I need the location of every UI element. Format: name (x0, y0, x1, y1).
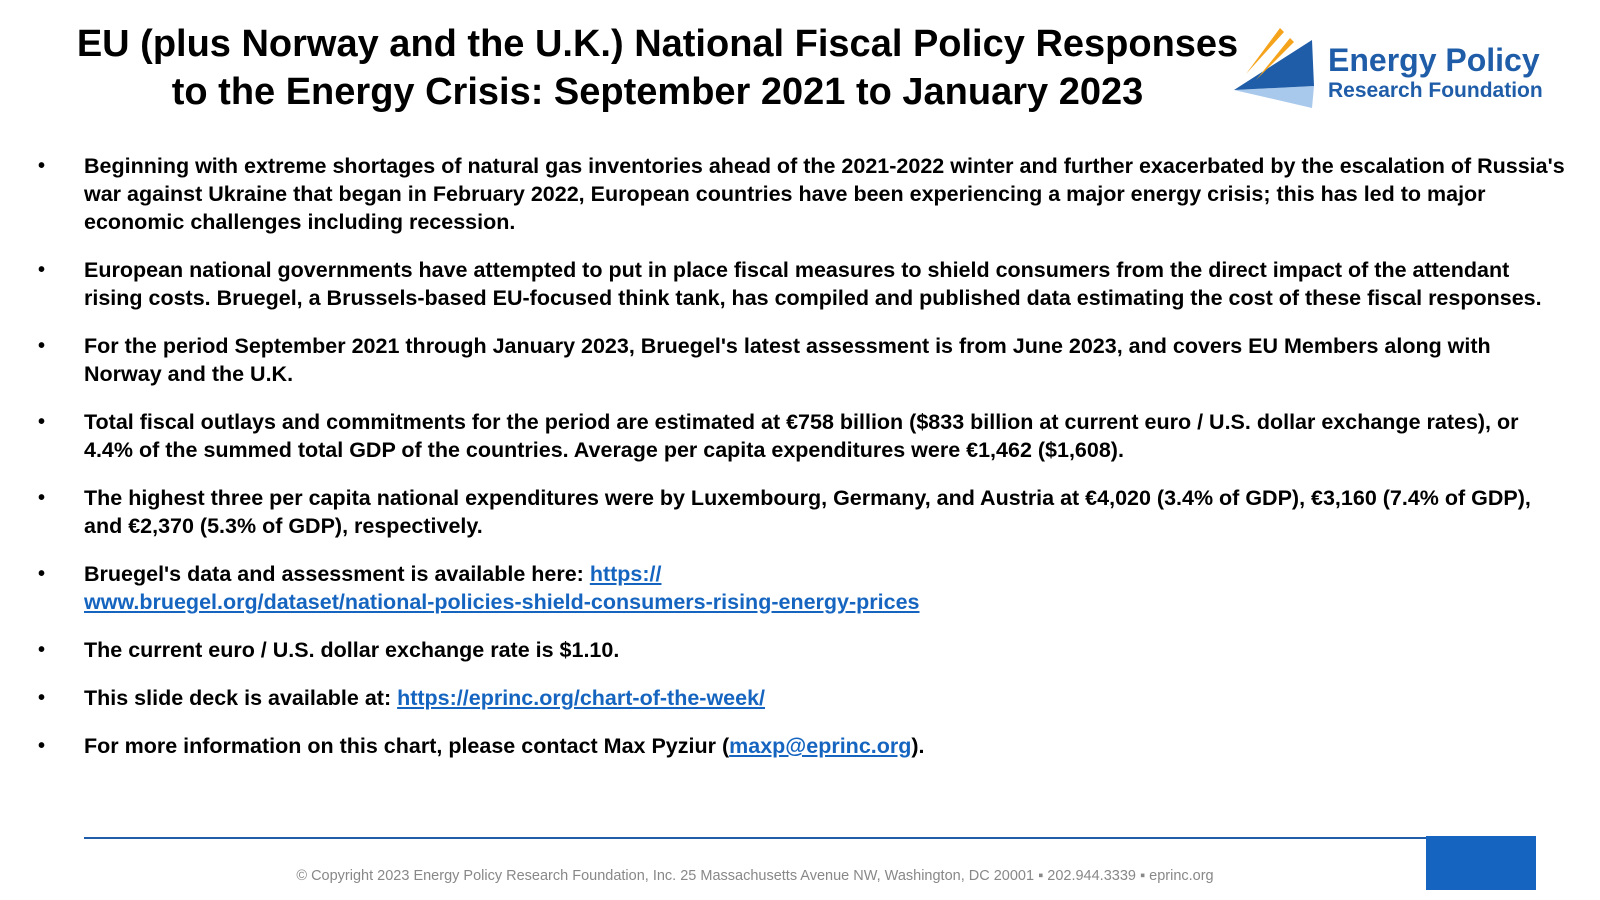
bullet-icon: • (38, 155, 46, 177)
footer-copyright: © Copyright 2023 Energy Policy Research Foundation, Inc. 25 Massachusetts Avenue NW, Washington, DC 20001 ▪ 202.944.3339 ▪ eprinc.org (296, 868, 1214, 884)
bullet-text: For more information on this chart, please contact Max Pyziur ( (84, 734, 730, 758)
bullet-text: The highest three per capita national expenditures were by Luxembourg, Germany, and Austria at €4,020 (3.4% of GDP), €3,160 (7.4% of GDP), and €2,370 (5.3% of GDP), respectively. (84, 486, 1531, 538)
bullet-item (38, 484, 1568, 540)
bullet-text: Total fiscal outlays and commitments for the period are estimated at €758 billion ($833 billion at current euro / U.S. dollar exchange rates), or 4.4% of the summed total GDP of the countries. Average per capita expenditures were €1,462 ($1,608). (84, 410, 1519, 462)
footer-accent-box (1426, 836, 1536, 890)
title-line-2: to the Energy Crisis: September 2021 to January 2023 (171, 71, 1144, 113)
bullet-icon: • (38, 259, 46, 281)
bullet-icon: • (38, 335, 46, 357)
logo-text-line-1: Energy Policy (1328, 42, 1540, 78)
bruegel-link-part-2[interactable]: www.bruegel.org/dataset/national-policies-shield-consumers-rising-energy-prices (84, 590, 920, 614)
bullet-item (38, 684, 1568, 712)
slide-deck-link[interactable]: https://eprinc.org/chart-of-the-week/ (397, 686, 766, 710)
eprf-logo (1232, 24, 1582, 116)
logo-mark-icon (1232, 24, 1324, 116)
bullet-text: European national governments have attempted to put in place fiscal measures to shield consumers from the direct impact of the attendant rising costs. Bruegel, a Brussels-based EU-focused think tank, has compiled and published data estimating the cost of these fiscal responses. (84, 258, 1542, 310)
page-title (20, 20, 1295, 116)
contact-email-link[interactable]: maxp@eprinc.org (729, 734, 912, 758)
bullet-item (38, 256, 1568, 312)
bullet-icon: • (38, 735, 46, 757)
bullet-icon: • (38, 563, 46, 585)
bullet-item (38, 636, 1568, 664)
bullet-text: This slide deck is available at: (84, 686, 398, 710)
bullet-text: Bruegel's data and assessment is available here: (84, 562, 590, 586)
bullet-icon: • (38, 411, 46, 433)
bullet-text: For the period September 2021 through January 2023, Bruegel's latest assessment is from June 2023, and covers EU Members along with Norway and the U.K. (84, 334, 1491, 386)
footer-divider (84, 837, 1426, 839)
bullet-item (38, 152, 1568, 236)
bullet-text: The current euro / U.S. dollar exchange rate is $1.10. (84, 638, 620, 662)
bullet-icon: • (38, 639, 46, 661)
bullet-item (38, 732, 1568, 760)
bullet-item (38, 408, 1568, 464)
bullet-icon: • (38, 687, 46, 709)
bullet-item (38, 332, 1568, 388)
bullet-item (38, 560, 1568, 616)
bullet-text-end: ). (911, 734, 925, 758)
logo-text-line-2: Research Foundation (1328, 79, 1543, 102)
title-line-1: EU (plus Norway and the U.K.) National Fiscal Policy Responses (76, 23, 1239, 65)
bullet-text: Beginning with extreme shortages of natural gas inventories ahead of the 2021-2022 winter and further exacerbated by the escalation of Russia's war against Ukraine that began in February 2022, European countries have been experiencing a major energy crisis; this has led to major economic challenges including recession. (84, 154, 1565, 234)
bullet-list (38, 152, 1568, 780)
bruegel-link-part-1[interactable]: https:// (589, 562, 662, 586)
bullet-icon: • (38, 487, 46, 509)
